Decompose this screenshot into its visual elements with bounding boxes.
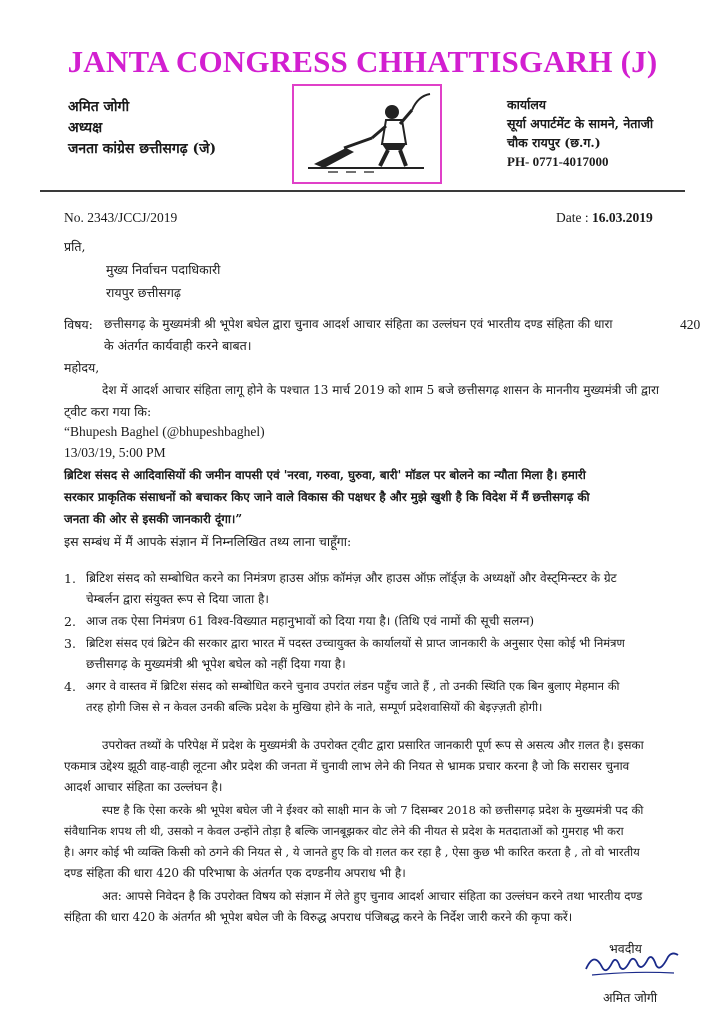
para3-line: अत: आपसे निवेदन है कि उपरोक्त विषय को संज्ञान में लेते हुए चुनाव आदर्श आचार संहिता का उल्लंघन करने तथा भारतीय दण्ड [102,889,643,903]
reference-number: No. 2343/JCCJ/2019 [64,210,178,225]
office-label: कार्यालय [507,97,547,112]
fact-number: 1. [64,571,76,586]
para2-line: दण्ड संहिता की धारा 420 की परिभाषा के अंतर्गत एक दण्डनीय अपराध भी है। [64,866,406,880]
party-logo [292,84,442,184]
para1-line: आदर्श आचार संहिता का उल्लंघन है। [64,780,223,794]
signature-icon [582,945,682,985]
subject-label: विषय: [64,317,93,332]
tweet-line1: ब्रिटिश संसद से आदिवासियों की जमीन वापसी एवं 'नरवा, गरुवा, घुरुवा, बारी' मॉडल पर बोलने का न्यौता मिला है। हमारी [64,468,586,482]
fact-line: ब्रिटिश संसद को सम्बोधित करने का निमंत्रण हाउस ऑफ़ कॉमंज़ और हाउस ऑफ़ लॉर्ड्ज़ के अध्यक्षों और वेस्ट्मिन्स्टर के ग्रेट [86,571,617,585]
intro-line1: देश में आदर्श आचार संहिता लागू होने के पश्चात 13 मार्च 2019 को शाम 5 बजे छत्तीसगढ़ शासन के माननीय मुख्यमंत्री जी द्वारा [102,383,660,397]
office-block [507,95,653,171]
tweet-line3: जनता की ओर से इसकी जानकारी दूंगा।” [64,512,243,526]
fact-line: छत्तीसगढ़ के मुख्यमंत्री श्री भूपेश बघेल को नहीं दिया गया है। [86,657,346,671]
letter-date [556,210,653,226]
letterhead-title: JANTA CONGRESS CHHATTISGARH (J) [67,44,658,79]
para3-line: संहिता की धारा 420 के अंतर्गत श्री भूपेश बघेल जी के विरुद्ध अपराध पंजिबद्ध करने के निर्देश जारी करने की कृपा करें। [64,910,573,924]
sender-block [68,97,216,160]
subject-line1: छत्तीसगढ़ के मुख्यमंत्री श्री भूपेश बघेल द्वारा चुनाव आदर्श आचार संहिता का उल्लंघन एवं भारतीय दण्ड संहिता की धारा [104,317,613,331]
signatory-name: अमित जोगी [603,990,658,1005]
para2-line: संवैधानिक शपथ ली थी, उसको न केवल उन्होंने तोड़ा है बल्कि जानबूझकर वोट लेने की नीयत से प्रदेश के मतदाताओं को गुमराह भी करा [64,824,624,838]
subject-section: 420 [680,317,701,332]
office-address-line1: सूर्या अपार्टमेंट के सामने, नेताजी [507,116,654,131]
para2-line: है। अगर कोई भी व्यक्ति किसी को ठगने की नियत से , ये जानते हुए कि वो ग़लत कर रहा है , ऐसा कुछ भी कारित करता है , तो वो भारतीय [64,845,640,859]
fact-line: आज तक ऐसा निमंत्रण 61 विश्व-विख्यात महानुभावों को दिया गया है। (तिथि एवं नामों की सूची सलग्न) [86,614,535,628]
fact-line: तरह होगी जिस से न केवल उनकी बल्कि प्रदेश के मुखिया होने के नाते, सम्पूर्ण प्रदेशवासियों की बेइज़्ज़ती होगी। [86,700,543,714]
para2-line: स्पष्ट है कि ऐसा करके श्री भूपेश बघेल जी ने ईश्वर को साक्षी मान के जो 7 दिसम्बर 2018 को छत्तीसगढ़ प्रदेश के मुख्यमंत्री पद की [102,803,644,817]
fact-number: 3. [64,636,76,651]
sender-designation: अध्यक्ष [68,120,103,136]
tweet-author: “Bhupesh Baghel (@bhupeshbaghel) [64,424,265,439]
prati-label: प्रति, [64,239,86,254]
farmer-plough-logo-icon [294,86,440,182]
date-label: Date : [556,210,592,225]
fact-line: चेम्बर्लन द्वारा संयुक्त रूप से दिया जाता है। [86,592,269,606]
sender-name: अमित जोगी [68,99,130,115]
facts-intro: इस सम्बंध में मैं आपके संज्ञान में निम्नलिखित तथ्य लाना चाहूँगा: [64,534,352,549]
intro-line2: ट्वीट करा गया कि: [64,404,152,419]
fact-number: 2. [64,614,76,629]
closing-bhavdiya: भवदीय [609,941,642,956]
para1-line: उपरोक्त तथ्यों के परिपेक्ष में प्रदेश के मुख्यमंत्री के उपरोक्त ट्वीट द्वारा प्रसारित जानकारी पूर्ण रूप से असत्य और ग़लत है। इसका [102,738,644,752]
salutation: महोदय, [64,360,100,375]
sender-party: जनता कांग्रेस छत्तीसगढ़ (जे) [68,141,217,157]
date-value: 16.03.2019 [592,210,653,225]
recipient-location: रायपुर छत्तीसगढ़ [106,285,181,300]
fact-line: ब्रिटिश संसद एवं ब्रिटेन की सरकार द्वारा भारत में पदस्त उच्चायुक्त के कार्यालयों से प्राप्त जानकारी के अनुसार ऐसा कोई भी निमंत्रण [86,636,625,650]
recipient-title: मुख्य निर्वाचन पदाधिकारी [106,262,221,277]
tweet-line2: सरकार प्राकृतिक संसाधनों को बचाकर किए जाने वाले विकास की पक्षधर है और मुझे खुशी है कि विदेश में मैं छत्तीसगढ़ की [64,490,590,504]
fact-number: 4. [64,679,76,694]
para1-line: एकमात्र उद्देश्य झूठी वाह-वाही लूटना और प्रदेश की जनता में चुनावी लाभ लेने की नियत से भ्रामक प्रचार करना है जो कि सरासर चुनाव [64,759,630,773]
subject-line2: के अंतर्गत कार्यवाही करने बाबत। [104,338,252,353]
office-address-line2: चौक रायपुर (छ.ग.) [507,135,601,150]
header-divider [40,190,685,192]
office-phone: PH- 0771-4017000 [507,154,609,169]
tweet-time: 13/03/19, 5:00 PM [64,445,166,460]
fact-line: अगर वे वास्तव में ब्रिटिश संसद को सम्बोधित करने चुनाव उपरांत लंडन पहुँच जाते हैं , तो उनकी स्थिति एक बिन बुलाए मेहमान की [86,679,620,693]
